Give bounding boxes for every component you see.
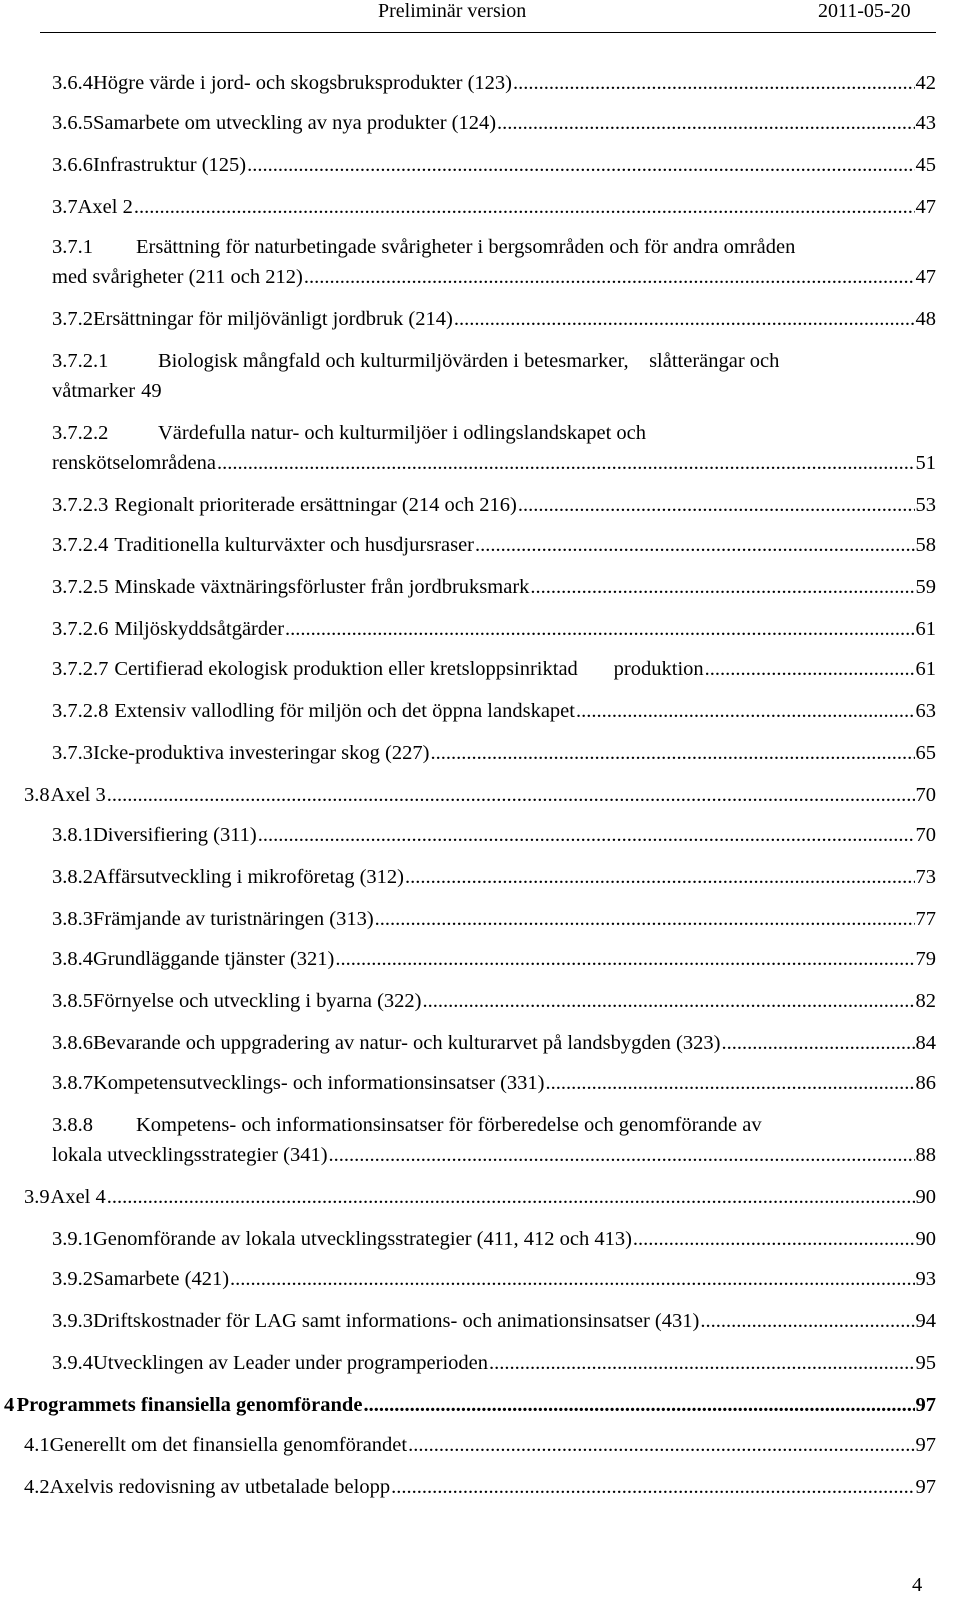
toc-entry-title: Driftskostnader för LAG samt informations- och animationsinsatser (431) <box>93 1310 700 1332</box>
toc-entry-page: 97 <box>915 1476 936 1498</box>
header-version: Preliminär version <box>378 0 527 22</box>
toc-chapter-entry[interactable] <box>4 1392 936 1418</box>
toc-entry[interactable] <box>52 1266 936 1292</box>
toc-entry[interactable] <box>52 1112 936 1138</box>
toc-entry[interactable] <box>52 110 936 136</box>
toc-entry-number: 3.6.4 <box>52 72 93 94</box>
toc-entry-title: Affärsutveckling i mikroföretag (312) <box>93 866 405 888</box>
toc-entry-page: 90 <box>915 1228 936 1250</box>
toc-entry-number: 3.8.1 <box>52 824 93 846</box>
toc-entry[interactable] <box>52 306 936 332</box>
toc-leader-dots <box>721 1030 914 1056</box>
toc-entry-title: Samarbete om utveckling av nya produkter (124) <box>93 112 497 134</box>
toc-leader-dots <box>700 1308 914 1334</box>
toc-entry[interactable] <box>52 532 936 558</box>
toc-entry-number: 3.7 <box>52 196 78 218</box>
toc-entry-page: 47 <box>915 266 936 288</box>
toc-entry[interactable] <box>52 1030 936 1056</box>
toc-entry-page: 97 <box>915 1394 936 1416</box>
toc-entry-title: Högre värde i jord- och skogsbruksprodukter (123) <box>93 72 513 94</box>
toc-entry[interactable] <box>52 420 936 446</box>
toc-entry[interactable] <box>24 1432 936 1458</box>
toc-entry-title: Miljöskyddsåtgärder <box>114 618 285 640</box>
toc-entry-number: 3.8.3 <box>52 908 93 930</box>
toc-entry-page: 93 <box>915 1268 936 1290</box>
toc-entry-number: 3.7.2.5 <box>52 576 109 598</box>
toc-entry-title: Infrastruktur (125) <box>93 154 247 176</box>
toc-entry-title: Icke-produktiva investeringar skog (227) <box>93 742 430 764</box>
toc-entry[interactable] <box>52 1226 936 1252</box>
toc-leader-dots <box>335 946 914 972</box>
toc-entry-page: 65 <box>915 742 936 764</box>
toc-entry-title: Ersättning för naturbetingade svårigheter i bergsområden och för andra områden <box>136 236 796 258</box>
toc-entry[interactable] <box>52 656 936 682</box>
toc-entry-title: Extensiv vallodling för miljön och det öppna landskapet <box>114 700 575 722</box>
toc-entry-page: 70 <box>915 784 936 806</box>
toc-leader-dots <box>391 1474 914 1500</box>
toc-leader-dots <box>497 110 914 136</box>
toc-leader-dots <box>230 1266 914 1292</box>
toc-entry-number: 3.7.2.1 <box>52 350 109 372</box>
toc-entry-title: Traditionella kulturväxter och husdjursraser <box>114 534 474 556</box>
toc-entry[interactable] <box>52 946 936 972</box>
toc-entry-number: 3.7.2.6 <box>52 618 109 640</box>
toc-entry-title: Axel 2 <box>77 196 133 218</box>
toc-leader-dots <box>475 532 915 558</box>
toc-entry-title: Kompetens- och informationsinsatser för förberedelse och genomförande av <box>136 1114 762 1136</box>
toc-leader-dots <box>258 822 915 848</box>
toc-entry-number: 3.7.2 <box>52 308 93 330</box>
toc-entry[interactable] <box>52 988 936 1014</box>
toc-entry[interactable] <box>52 698 936 724</box>
toc-entry-number: 3.6.6 <box>52 154 93 176</box>
toc-entry-page: 51 <box>915 452 936 474</box>
toc-entry-number: 3.8.6 <box>52 1032 93 1054</box>
toc-entry-number: 4.2 <box>24 1476 50 1498</box>
page-number: 4 <box>912 1574 923 1596</box>
toc-entry-continuation[interactable] <box>52 1142 936 1168</box>
toc-entry[interactable] <box>52 906 936 932</box>
toc-entry[interactable] <box>52 1308 936 1334</box>
toc-entry-title-continued: med svårigheter (211 och 212) <box>52 266 303 288</box>
toc-entry-page: 73 <box>915 866 936 888</box>
toc-entry-title: Bevarande och uppgradering av natur- och kulturarvet på landsbygden (323) <box>93 1032 721 1054</box>
toc-leader-dots <box>489 1350 914 1376</box>
toc-entry-number: 3.7.2.3 <box>52 494 109 516</box>
toc-entry-number: 3.7.2.4 <box>52 534 109 556</box>
toc-entry[interactable] <box>52 616 936 642</box>
toc-entry-page: 94 <box>915 1310 936 1332</box>
toc-entry[interactable] <box>24 1184 936 1210</box>
toc-leader-dots <box>405 864 914 890</box>
toc-leader-dots <box>454 306 915 332</box>
toc-entry-title: Ersättningar för miljövänligt jordbruk (214) <box>93 308 453 330</box>
toc-entry-number: 3.7.1 <box>52 236 93 258</box>
toc-entry-number: 3.9 <box>24 1186 50 1208</box>
toc-entry-title: Minskade växtnäringsförluster från jordbruksmark <box>114 576 530 598</box>
toc-entry-number: 3.6.5 <box>52 112 93 134</box>
toc-entry[interactable] <box>52 740 936 766</box>
toc-entry-title: Genomförande av lokala utvecklingsstrategier (411, 412 och 413) <box>93 1228 632 1250</box>
toc-entry-title: Främjande av turistnäringen (313) <box>93 908 374 930</box>
toc-entry[interactable] <box>52 574 936 600</box>
toc-leader-dots <box>408 1432 914 1458</box>
toc-entry-number: 4 <box>4 1394 15 1416</box>
toc-entry-page: 95 <box>915 1352 936 1374</box>
toc-entry-title-continued: renskötselområdena <box>52 452 216 474</box>
toc-entry-title: Kompetensutvecklings- och informationsinsatser (331) <box>93 1072 545 1094</box>
toc-entry-continuation[interactable] <box>52 450 936 476</box>
toc-leader-dots <box>422 988 914 1014</box>
toc-entry-title: Generellt om det finansiella genomförandet <box>49 1434 408 1456</box>
toc-entry[interactable] <box>24 782 936 808</box>
toc-entry-page: 49 <box>141 380 162 402</box>
toc-entry[interactable] <box>52 864 936 890</box>
toc-leader-dots <box>107 782 915 808</box>
toc-entry-title: Grundläggande tjänster (321) <box>93 948 335 970</box>
toc-leader-dots <box>545 1070 914 1096</box>
toc-entry-title: Axel 3 <box>50 784 106 806</box>
toc-entry-page: 47 <box>915 196 936 218</box>
toc-entry-page: 86 <box>915 1072 936 1094</box>
toc-entry-page: 70 <box>915 824 936 846</box>
toc-entry-title-continued: våtmarker <box>52 380 136 402</box>
toc-entry[interactable] <box>24 1474 936 1500</box>
toc-leader-dots <box>217 450 915 476</box>
toc-leader-dots <box>530 574 914 600</box>
toc-leader-dots <box>518 492 915 518</box>
toc-entry-title: Certifierad ekologisk produktion eller kretsloppsinriktad produktion <box>114 658 704 680</box>
toc-entry[interactable] <box>52 492 936 518</box>
toc-entry-number: 3.7.3 <box>52 742 93 764</box>
toc-leader-dots <box>633 1226 915 1252</box>
toc-entry-title: Biologisk mångfald och kulturmiljövärden i betesmarker, slåtterängar och <box>158 350 780 372</box>
toc-entry[interactable] <box>52 822 936 848</box>
toc-entry-page: 43 <box>915 112 936 134</box>
toc-entry[interactable] <box>52 1070 936 1096</box>
toc-entry-continuation[interactable] <box>52 264 936 290</box>
toc-entry-number: 3.7.2.8 <box>52 700 109 722</box>
toc-leader-dots <box>363 1392 914 1418</box>
toc-entry[interactable] <box>52 234 936 260</box>
toc-entry-page: 58 <box>915 534 936 556</box>
toc-entry-number: 3.8.2 <box>52 866 93 888</box>
toc-entry-page: 45 <box>915 154 936 176</box>
toc-entry-title: Diversifiering (311) <box>93 824 257 846</box>
toc-entry[interactable] <box>52 194 936 220</box>
toc-entry[interactable] <box>52 1350 936 1376</box>
toc-entry-page: 59 <box>915 576 936 598</box>
toc-entry-continuation[interactable] <box>52 378 936 404</box>
toc-leader-dots <box>576 698 915 724</box>
toc-entry-number: 3.9.2 <box>52 1268 93 1290</box>
toc-entry-number: 3.7.2.7 <box>52 658 109 680</box>
toc-entry-title-continued: lokala utvecklingsstrategier (341) <box>52 1144 328 1166</box>
toc-leader-dots <box>247 152 914 178</box>
toc-leader-dots <box>705 656 915 682</box>
toc-entry-title: Utvecklingen av Leader under programperioden <box>93 1352 489 1374</box>
toc-entry-title: Programmets finansiella genomförande <box>16 1394 363 1416</box>
header-date: 2011-05-20 <box>818 0 911 22</box>
toc-leader-dots <box>107 1184 915 1210</box>
toc-entry-number: 3.8.7 <box>52 1072 93 1094</box>
toc-entry-title: Värdefulla natur- och kulturmiljöer i odlingslandskapet och <box>158 422 647 444</box>
toc-entry-number: 3.8.8 <box>52 1114 93 1136</box>
toc-entry-page: 53 <box>915 494 936 516</box>
toc-entry-number: 3.9.4 <box>52 1352 93 1374</box>
toc-entry-page: 61 <box>915 658 936 680</box>
toc-entry-title: Samarbete (421) <box>93 1268 230 1290</box>
toc-entry-page: 97 <box>915 1434 936 1456</box>
toc-entry-page: 90 <box>915 1186 936 1208</box>
toc-leader-dots <box>513 70 914 96</box>
toc-entry-page: 88 <box>915 1144 936 1166</box>
toc-entry-page: 82 <box>915 990 936 1012</box>
toc-entry-page: 84 <box>915 1032 936 1054</box>
toc-leader-dots <box>285 616 914 642</box>
toc-entry-title: Axelvis redovisning av utbetalade belopp <box>49 1476 391 1498</box>
toc-entry[interactable] <box>52 70 936 96</box>
toc-entry-page: 77 <box>915 908 936 930</box>
toc-entry-page: 48 <box>915 308 936 330</box>
toc-entry-page: 42 <box>915 72 936 94</box>
toc-entry-number: 3.8.5 <box>52 990 93 1012</box>
toc-leader-dots <box>304 264 915 290</box>
toc-entry-number: 3.7.2.2 <box>52 422 109 444</box>
toc-entry-page: 61 <box>915 618 936 640</box>
toc-leader-dots <box>134 194 915 220</box>
toc-entry-number: 4.1 <box>24 1434 50 1456</box>
toc-entry-title: Regionalt prioriterade ersättningar (214 och 216) <box>114 494 517 516</box>
toc-leader-dots <box>375 906 915 932</box>
toc-entry-page: 63 <box>915 700 936 722</box>
toc-entry-number: 3.9.3 <box>52 1310 93 1332</box>
toc-entry[interactable] <box>52 152 936 178</box>
toc-entry-number: 3.8.4 <box>52 948 93 970</box>
toc-entry-page: 79 <box>915 948 936 970</box>
toc-entry-number: 3.9.1 <box>52 1228 93 1250</box>
toc-entry-title: Förnyelse och utveckling i byarna (322) <box>93 990 422 1012</box>
toc-entry-number: 3.8 <box>24 784 50 806</box>
toc-leader-dots <box>329 1142 915 1168</box>
toc-entry-title: Axel 4 <box>50 1186 106 1208</box>
toc-leader-dots <box>430 740 914 766</box>
toc-entry[interactable] <box>52 348 936 374</box>
